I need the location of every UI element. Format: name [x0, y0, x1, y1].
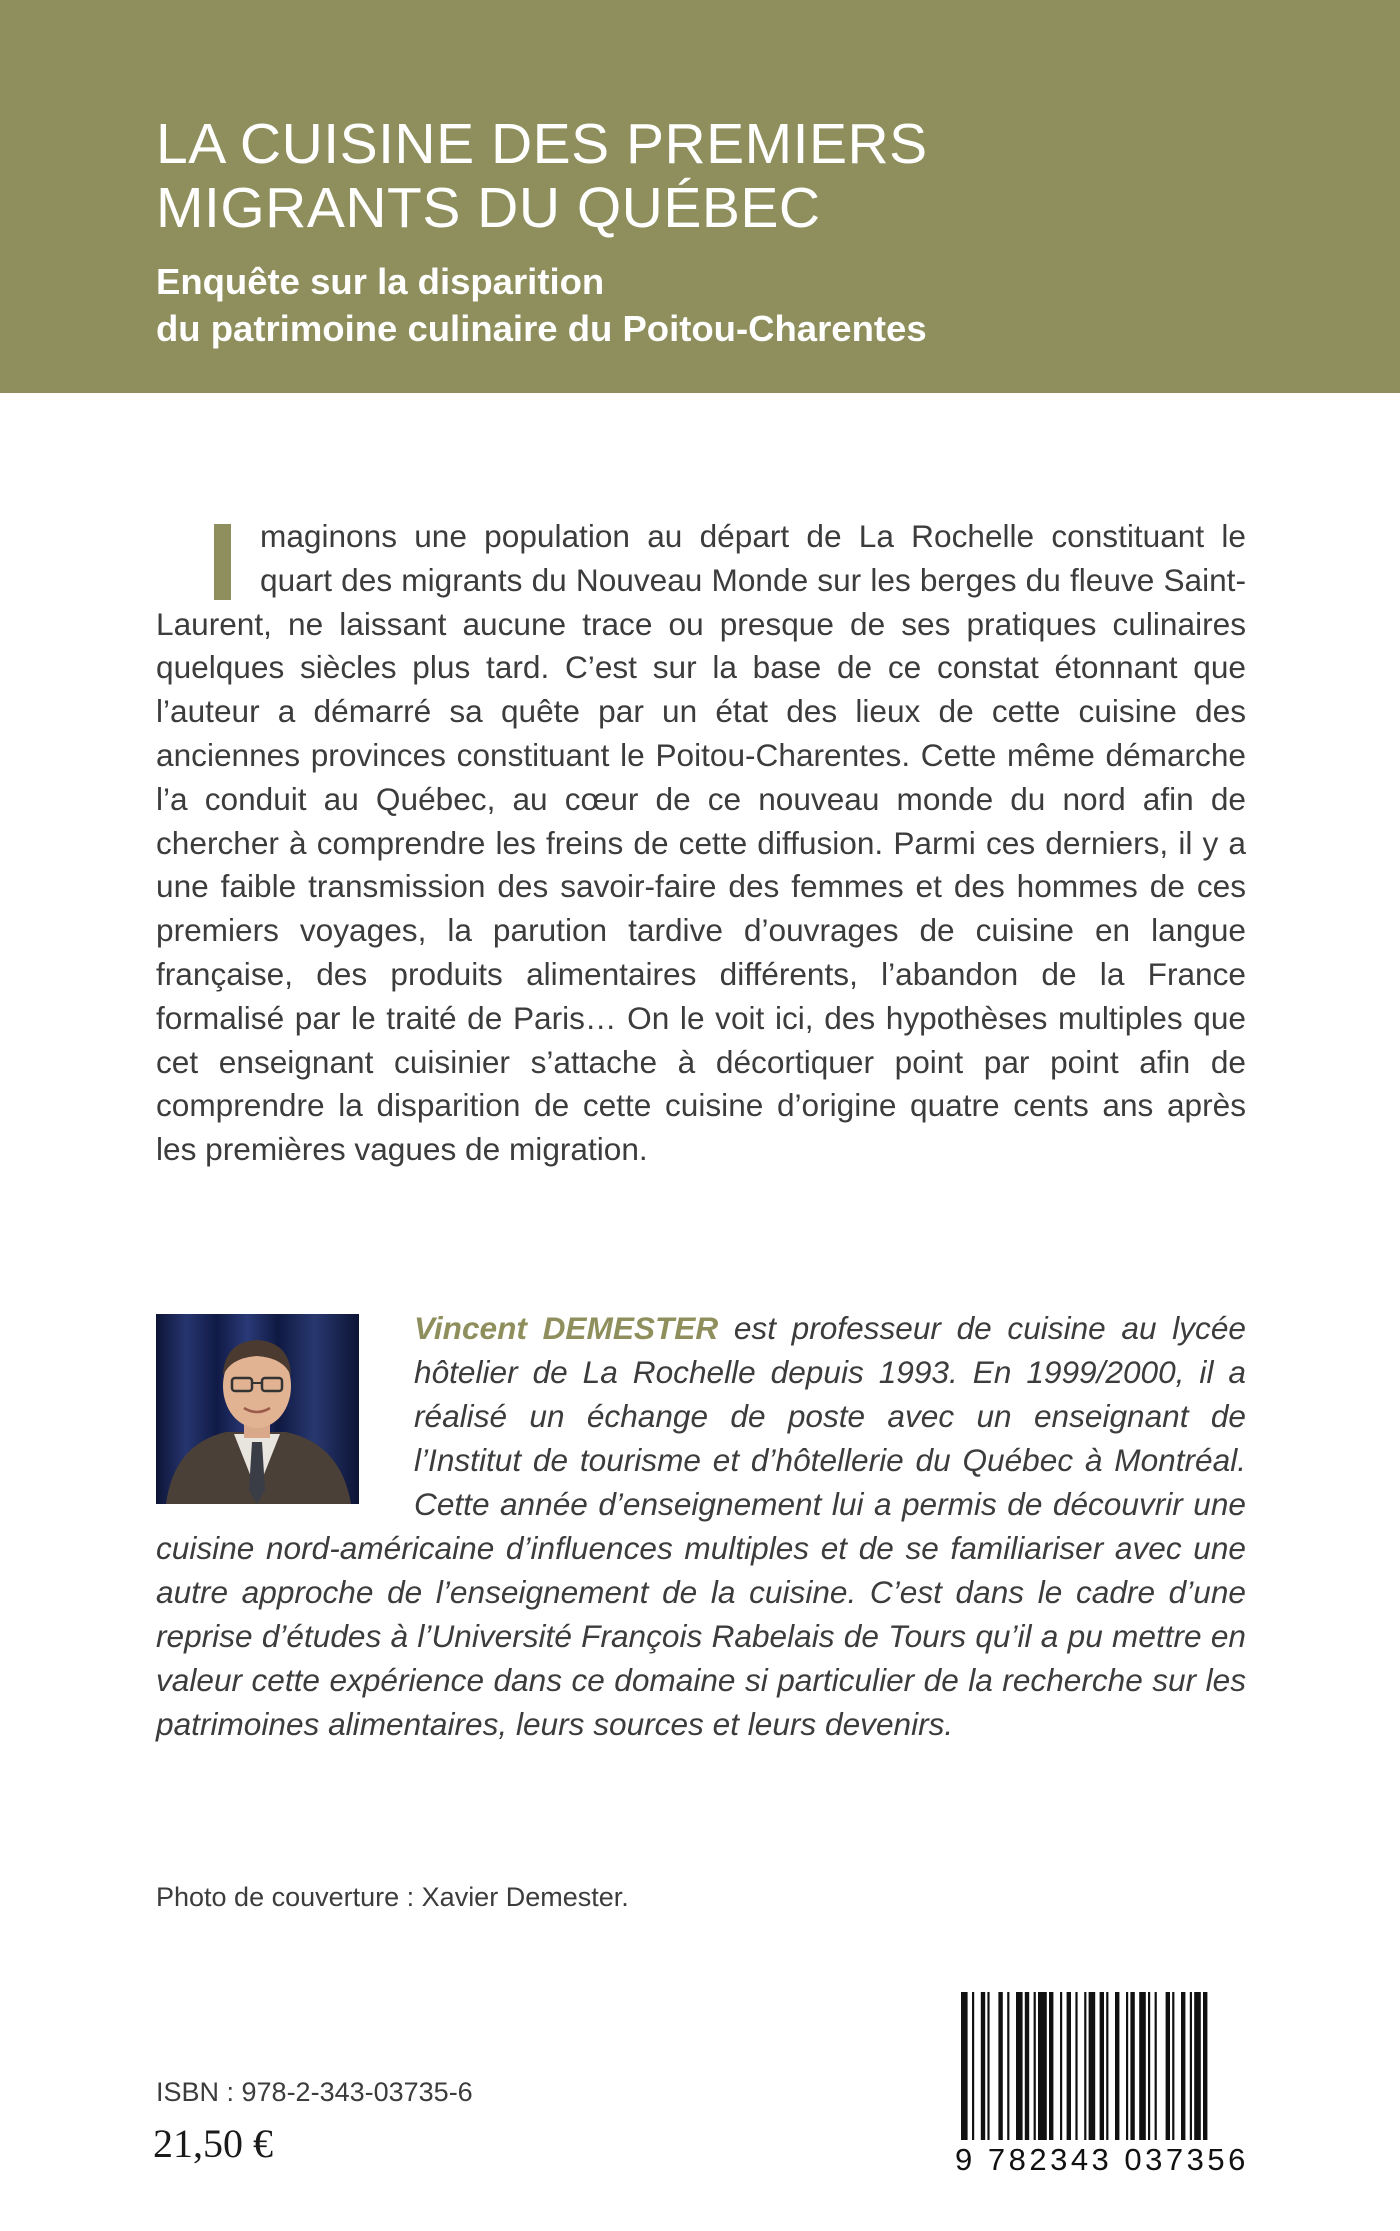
title-line-1: LA CUISINE DES PREMIERS	[156, 112, 928, 176]
photo-credit: Photo de couverture : Xavier Demester.	[156, 1882, 629, 1912]
barcode-bar	[1194, 1992, 1201, 2140]
barcode-bar	[1166, 1992, 1170, 2140]
author-bio-text: est professeur de cuisine au lycée hôtelier de La Rochelle depuis 1993. En 1999/2000, il a réalisé un échange de poste avec un enseignant de l’Institut de tourisme et d’hôtellerie du Québec à Montréal. Cette année d’enseignement lui a permis de découvrir une cuisine nord-américaine d’influences multiples et de se familiariser avec une autre approche de l’enseignement de la cuisine. C’est dans le cadre d’une reprise d’études à l’Université François Rabelais de Tours qu’il a pu mettre en valeur cette expérience dans ce domaine si particulier de la recherche sur les patrimoines alimentaires, leurs sources et leurs devenirs.	[156, 1310, 1246, 1742]
barcode-bar	[1181, 1992, 1185, 2140]
barcode-bar	[1100, 1992, 1104, 2140]
barcode-bar	[1084, 1992, 1086, 2140]
barcode-bar	[1067, 1992, 1071, 2140]
author-name: Vincent DEMESTER	[414, 1310, 719, 1346]
barcode-bar	[1038, 1992, 1047, 2140]
drop-cap-bar-icon	[214, 524, 231, 600]
barcode-bar	[1155, 1992, 1157, 2140]
barcode-bars-icon	[945, 1992, 1245, 2142]
barcode-bar	[961, 1992, 968, 2140]
book-summary	[156, 515, 1246, 1172]
barcode-bar	[1203, 1992, 1207, 2140]
barcode-bar	[1139, 1992, 1146, 2140]
barcode-bar	[1148, 1992, 1150, 2140]
subtitle-line-2: du patrimoine culinaire du Poitou-Charentes	[156, 308, 927, 349]
barcode-bar	[1126, 1992, 1128, 2140]
barcode-bar	[1172, 1992, 1174, 2140]
barcode-bar	[1016, 1992, 1023, 2140]
book-title	[156, 112, 1306, 240]
barcode-bar	[1025, 1992, 1029, 2140]
barcode	[945, 1992, 1249, 2202]
barcode-bar	[1106, 1992, 1108, 2140]
barcode-bar	[981, 1992, 985, 2140]
barcode-bar	[1115, 1992, 1119, 2140]
book-subtitle	[156, 258, 1306, 352]
header-band	[0, 0, 1400, 393]
isbn: ISBN : 978-2-343-03735-6	[156, 2077, 473, 2107]
barcode-bar	[987, 1992, 989, 2140]
barcode-bar	[1130, 1992, 1134, 2140]
barcode-bar	[998, 1992, 1002, 2140]
barcode-digits: 9 782343 037356	[955, 2142, 1249, 2177]
barcode-bar	[1049, 1992, 1053, 2140]
subtitle-line-1: Enquête sur la disparition	[156, 261, 605, 302]
barcode-bar	[1034, 1992, 1036, 2140]
barcode-bar	[1007, 1992, 1009, 2140]
barcode-bar	[972, 1992, 974, 2140]
price: 21,50 €	[153, 2121, 273, 2166]
barcode-bar	[1190, 1992, 1192, 2140]
summary-text: maginons une population au départ de La Rochelle constituant le quart des migrants du Nouveau Monde sur les berges du fleuve Saint-Laurent, ne laissant aucune trace ou presque de ses pratiques culinaires quelques siècles plus tard. C’est sur la base de ce constat étonnant que l’auteur a démarré sa quête par un état des lieux de cette cuisine des anciennes provinces constituant le Poitou-Charentes. Cette même démarche l’a conduit au Québec, au cœur de ce nouveau monde du nord afin de chercher à comprendre les freins de cette diffusion. Parmi ces derniers, il y a une faible transmission des savoir-faire des femmes et des hommes de ces premiers voyages, la parution tardive d’ouvrages de cuisine en langue française, des produits alimentaires différents, l’abandon de la France formalisé par le traité de Paris… On le voit ici, des hypothèses multiples que cet enseignant cuisinier s’attache à décortiquer point par point afin de comprendre la disparition de cette cuisine d’origine quatre cents ans après les premières vagues de migration.	[156, 518, 1246, 1168]
title-line-2: MIGRANTS DU QUÉBEC	[156, 176, 821, 240]
barcode-bar	[1060, 1992, 1062, 2140]
barcode-bar	[1089, 1992, 1096, 2140]
barcode-bar	[1075, 1992, 1077, 2140]
author-bio	[156, 1306, 1246, 1746]
